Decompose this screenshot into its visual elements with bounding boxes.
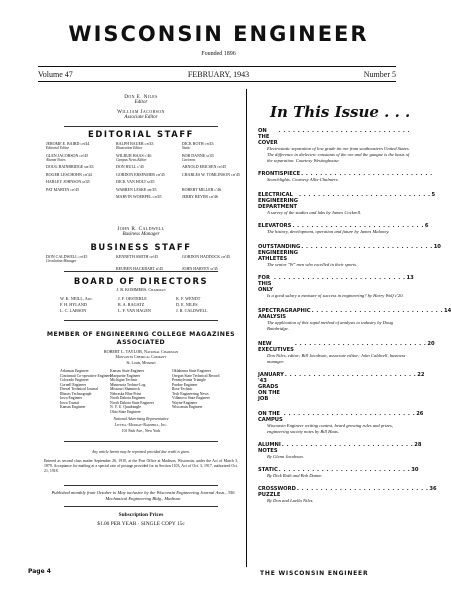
toc-leader-dots: . . . . . . . . . . . . . . . . . . . . . . . . . . . . (301, 244, 433, 250)
member-chairman: ROBERT L. TAYLOR, National Chairman (103, 349, 179, 354)
staff-member (182, 254, 246, 263)
board-member: R. A. RAGATZ (118, 302, 145, 307)
board-members (60, 296, 230, 313)
staff-member (116, 187, 182, 192)
editorial-staff-list (46, 141, 246, 199)
associate-editor-name: William Jacobson (117, 109, 165, 115)
toc-entry-page: 14 (444, 308, 451, 314)
staff-member (116, 179, 182, 184)
toc-entry-page: 20 (427, 341, 435, 347)
toc-heading: In This Issue . . . (270, 103, 411, 121)
staff-member (46, 179, 116, 184)
toc-entry-page: 6 (424, 223, 429, 229)
rep-title: National Advertising Representative (113, 417, 169, 421)
member-magazine: Drexel Technical Journal (60, 387, 99, 391)
subscription-line: $1.00 PER YEAR · SINGLE COPY 15c (97, 521, 185, 527)
board-chairman: J. B. KOMMERS, Chairman (116, 287, 166, 292)
member-magazine: Iowa Engineer (60, 396, 83, 400)
staff-name: DOUG BAINBRIDGE me'43 (46, 164, 94, 169)
toc-entry-title: SPECTRAGRAPHIC ANALYSIS (258, 308, 311, 320)
toc-entry-description: By Dick Roth and Bob Danne. (267, 473, 323, 478)
toc-leader-dots: . . . . . . . . . . . . . . . . . . . . . . . . . . . . (283, 411, 416, 417)
member-magazine: Ohio State Engineer (110, 409, 141, 414)
member-magazine: Michigan Technic (110, 378, 138, 382)
toc-entry-page: 36 (429, 486, 437, 492)
staff-role: Cartoons (182, 157, 196, 162)
staff-member (116, 254, 182, 263)
member-magazine: Villanova State Engineer (172, 396, 210, 400)
staff-name: JERRY BEYER ch'46 (182, 194, 218, 199)
staff-name: WILBUR HAAS c'46 (116, 152, 152, 158)
member-org-title: MEMBER OF ENGINEERING COLLEGE MAGAZINES (46, 331, 236, 338)
toc-entry-title: CROSSWORD PUZZLE (258, 486, 296, 498)
staff-name: BOB DANNE m'43 (182, 152, 214, 158)
board-member: D. E. NILES (176, 302, 198, 307)
rep-name: Littell-Murray-Barnhill, Inc. (114, 423, 168, 427)
toc-entry-page: 26 (416, 411, 424, 417)
toc-entry-description: By Glenn Jacobson. (267, 454, 304, 459)
business-staff-list (46, 254, 246, 271)
editorial-staff-heading: EDITORIAL STAFF (88, 129, 194, 139)
toc-entry-description: Wisconsin Engineer writing contest, beard growing rules and prizes, engineering society notes by Bill Haas. (267, 423, 393, 434)
toc-leader-dots: . . . . . . . . . . . . . . . . . . . . . . . . . . . . (274, 275, 406, 281)
toc-entry-title: ON THE COVER (258, 128, 278, 146)
staff-name: DON HULL c'45 (116, 164, 144, 169)
staff-name: GLEN JACOBSON ch'45 (46, 152, 89, 158)
toc-leader-dots: . . . . . . . . . . . . . . . . . . . . . . . . . . . . (278, 128, 411, 134)
staff-name: GORDON ERSPAMER ch'45 (116, 171, 165, 177)
member-rule (64, 320, 218, 321)
toc-entry[interactable] (258, 372, 425, 402)
staff-role: Editorial Editor (46, 146, 70, 150)
toc-entry-title: ELEVATORS (258, 223, 292, 229)
business-manager-name: John R. Caldwell (117, 226, 165, 232)
member-magazine: Wayne Engineer (172, 400, 198, 405)
toc-entry[interactable] (258, 128, 410, 164)
staff-role: Circulation Manager (46, 259, 77, 263)
editor-block (42, 94, 240, 105)
masthead-rule-bottom (38, 81, 396, 82)
toc-entry[interactable] (258, 223, 429, 235)
member-magazine: Cincinnati Co-operative Engineer (60, 373, 112, 378)
staff-member (116, 141, 182, 150)
toc-entry[interactable] (258, 341, 435, 365)
staff-name: JEROME E. BAIRD ch'44 (46, 141, 90, 146)
entry-notice: Entered as second class matter September 26, 1910, at the Post Office at Madison, Wisconsin, under the Act of March 3, 1879. Acceptance for mailing at a special rate of postage provided for in Section 1103, Act of Oct. 3, 1917, authorized Oct. 21, 1918. (44, 459, 238, 473)
staff-member (182, 187, 246, 192)
member-magazine: Tech Engineering News (172, 391, 209, 396)
staff-name: ROBERT MILLER c'46 (182, 186, 222, 192)
reprint-notice: Any article herein may be reprinted provided due credit is given. (91, 450, 191, 454)
toc-entry-title: FOR THIS ONLY (258, 275, 274, 293)
notice-rule (64, 441, 218, 442)
toc-entry-title: OUTSTANDING ENGINEERING ATHLETES (258, 244, 301, 262)
member-magazine: Cornell Engineer (60, 382, 87, 387)
member-chairman-company: Monsanto Chemical Company (115, 355, 167, 359)
staff-member (116, 172, 182, 177)
member-chairman-city: St. Louis, Missouri (126, 361, 156, 365)
staff-name: JOHN HARVEY m'45 (182, 265, 218, 271)
staff-member (46, 141, 116, 150)
staff-member (116, 266, 182, 271)
staff-member (182, 179, 246, 184)
member-magazine: North Dakota Engineer (110, 396, 146, 400)
toc-entry-title: JANUARY '43 GRADS ON THE JOB (258, 372, 284, 402)
masthead-rule-top (38, 66, 396, 67)
staff-role: Campus News Editor (116, 157, 147, 162)
board-member: W. K. NEILL, Adv. (60, 296, 94, 301)
staff-name: DON CALDWELL ch'45 (46, 254, 88, 259)
toc-entry[interactable] (258, 171, 433, 183)
toc-entry[interactable] (258, 411, 424, 435)
staff-member (182, 266, 246, 271)
member-magazine: Kansas Engineer (60, 405, 86, 409)
published-notice: Published monthly from October to May inclusive by the Wisconsin Engineering Journal Assn., 356 Mechanical Engineering Bldg., Madison (51, 490, 235, 501)
column-divider (246, 89, 247, 567)
member-magazine: Minnesota Techno-Log (110, 382, 146, 387)
member-magazine: Oregon State Technical Record (172, 373, 220, 378)
board-member: F. H. HYLAND (60, 302, 87, 307)
editorial-rule (64, 126, 218, 127)
toc-entry-description: The history, development, operation and future by James Maloney. (267, 229, 390, 234)
toc-entry-page: 22 (417, 372, 425, 378)
toc-leader-dots: . . . . . . . . . . . . . . . . . . . . . . . . . . . . (278, 467, 411, 473)
toc-entry-title: ELECTRICAL ENGINEERING DEPARTMENT (258, 192, 299, 210)
staff-member (46, 266, 116, 271)
toc-entry-description: Electrostatic separation of low grade tin ore from southeastern United States. The difference in dielectric constants of the ore and the gangue is the basis of the separation. Courtesy Westinghouse. (267, 146, 410, 163)
staff-name: ARNOLD ERICSEN ch'45 (182, 164, 227, 169)
toc-entry-description: The application of this rapid method of analysis to industry by Doug Bainbridge. (267, 320, 393, 331)
toc-entry-description: Searchlights. Courtesy Allis-Chalmers. (267, 177, 339, 182)
member-magazine: Wisconsin Engineer (172, 405, 203, 409)
table-of-contents (258, 128, 451, 504)
toc-entry-title: STATIC (258, 467, 278, 473)
toc-entry-description: A survey of the studies and labs by James Cockrell. (267, 210, 362, 215)
associate-editor-block (42, 109, 240, 120)
staff-member (182, 172, 246, 177)
toc-entry-page: 13 (406, 275, 414, 281)
toc-entry[interactable] (258, 275, 414, 299)
business-manager-role: Business Manager (122, 232, 160, 237)
staff-name: HARLEY JOHNSON m'45 (46, 179, 90, 184)
staff-member (46, 254, 116, 263)
staff-member (182, 164, 246, 169)
member-magazine: Nebraska Blue Print (110, 391, 141, 396)
issue-date: FEBRUARY, 1943 (187, 70, 250, 79)
founded-line: Founded 1896 (201, 51, 236, 57)
member-magazine (60, 410, 110, 414)
member-magazine: Illinois Technograph (60, 391, 92, 396)
board-heading: BOARD OF DIRECTORS (73, 276, 209, 286)
member-magazine: Missouri Shamrock (110, 387, 140, 391)
member-magazine: Purdue Engineer (172, 382, 198, 387)
page-number: Page 4 (28, 568, 51, 575)
staff-role: Alumni Notes (46, 157, 66, 162)
staff-name: GORDON HADDOCK ch'45 (182, 254, 230, 259)
toc-leader-dots: . . . . . . . . . . . . . . . . . . . . . . . . . . . . (281, 442, 414, 448)
staff-name: ROGER LESCHOHN ch'44 (46, 171, 92, 177)
toc-entry-title: FRONTISPIECE (258, 171, 301, 177)
staff-member (116, 194, 182, 199)
toc-entry-page: 5 (431, 192, 436, 198)
staff-member (46, 172, 116, 177)
toc-entry-description: Is a good salary a measure of success in engineering? by Harry Wolf c'20. (267, 293, 404, 298)
staff-name: KENNETH SMITH ch'45 (116, 254, 159, 259)
business-manager-block (42, 226, 240, 237)
toc-entry-page: 10 (433, 244, 441, 250)
toc-entry[interactable] (258, 308, 451, 332)
toc-leader-dots: . . . . . . . . . . . . . . . . . . . . . . . . . . . . (294, 341, 427, 347)
staff-member (46, 187, 116, 192)
member-magazine: Iowa Transit (60, 400, 80, 405)
toc-entry-description: The senior "W" men who excelled in their sports. (267, 262, 358, 267)
board-member: J. F. OESTERLE (118, 296, 147, 301)
volume-label: Volume 47 (38, 70, 73, 79)
member-magazine: Rose Technic (172, 387, 193, 391)
toc-entry-title: ALUMNI NOTES (258, 442, 281, 454)
staff-name: DICK VAN HOLT m'45 (116, 179, 155, 184)
member-magazine: Kansas State Engineer (110, 369, 145, 373)
toc-entry[interactable] (258, 192, 436, 216)
toc-entry-page: 30 (411, 467, 419, 473)
toc-entry-description: Don Niles, editor; Bill Jacobson, associate editor; John Caldwell, business manager. (267, 353, 406, 364)
staff-name: DICK ROTH ch'43 (182, 141, 214, 146)
published-rule-bottom (64, 506, 218, 507)
editor-name: Don E. Niles (124, 94, 158, 100)
staff-name: CHARLES W. TOMLINSON ch'45 (182, 171, 240, 177)
toc-leader-dots: . . . . . . . . . . . . . . . . . . . . . . . . . . . . (299, 192, 431, 198)
toc-leader-dots: . . . . . . . . . . . . . . . . . . . . . . . . . . . . (311, 308, 444, 314)
member-magazine: N. Y. U. Quadrangle (110, 405, 142, 409)
toc-entry-title: NEW EXECUTIVES (258, 341, 294, 353)
staff-member (46, 164, 116, 169)
footer-title: THE WISCONSIN ENGINEER (260, 570, 369, 577)
toc-entry[interactable] (258, 467, 419, 479)
staff-member (116, 153, 182, 162)
member-magazines (60, 369, 230, 414)
staff-member (46, 153, 116, 162)
associate-editor-role: Associate Editor (124, 115, 158, 120)
staff-role: Illustration Editor (116, 146, 143, 150)
staff-role: Static (182, 146, 191, 150)
board-member: J. R. CALDWELL (176, 308, 208, 313)
issue-number: Number 5 (363, 70, 396, 79)
member-magazine: North Dakota State Engineer (110, 400, 154, 405)
toc-entry-title: ON THE CAMPUS (258, 411, 283, 423)
toc-entry[interactable] (258, 486, 437, 504)
staff-name: WARREN LESKE me'45 (116, 186, 157, 192)
toc-entry-page: 28 (414, 442, 422, 448)
toc-entry[interactable] (258, 442, 422, 460)
toc-entry[interactable] (258, 244, 441, 268)
toc-leader-dots: . . . . . . . . . . . . . . . . . . . . . . . . . . . . (296, 486, 429, 492)
masthead-title: WISCONSIN ENGINEER (68, 22, 369, 46)
rep-address: 101 Park Ave., New York (121, 429, 161, 433)
board-rule (64, 271, 218, 272)
staff-member (182, 153, 246, 162)
toc-leader-dots: . . . . . . . . . . . . . . . . . . . . . . . . . . . . (301, 171, 433, 177)
staff-name: PAT MARTIN ch'45 (46, 186, 80, 192)
staff-member (182, 141, 246, 150)
member-magazine: Marquette Engineer (110, 373, 141, 378)
board-member: K. F. WENDT (176, 296, 201, 301)
member-magazine: Arkansas Engineer (60, 369, 89, 373)
business-staff-heading: BUSINESS STAFF (90, 242, 192, 252)
member-magazine: Pennsylvania Triangle (172, 378, 206, 382)
toc-leader-dots: . . . . . . . . . . . . . . . . . . . . . . . . . . . . (284, 372, 417, 378)
member-magazine: Oklahoma State Engineer (172, 369, 212, 373)
member-magazine (172, 410, 230, 414)
subscription-heading: Subscription Prices (118, 512, 164, 518)
toc-leader-dots: . . . . . . . . . . . . . . . . . . . . . . . . . . . . (292, 223, 424, 229)
staff-name: REUBEN HACKBART m'45 (116, 265, 164, 271)
staff-name: MARVIN WOERPEL ch'45 (116, 194, 162, 199)
staff-member (116, 164, 182, 169)
board-member: L. F. VAN HAGEN (118, 308, 151, 313)
staff-name: RALPH BAUER ch'43 (116, 141, 154, 146)
toc-entry-description: By Don and Luella Niles. (267, 498, 314, 503)
published-rule-top (64, 485, 218, 486)
member-org-title-2: ASSOCIATED (116, 339, 166, 346)
editor-role: Editor (134, 100, 148, 105)
board-member: L. C. LARSON (60, 308, 87, 313)
member-magazine: Colorado Engineer (60, 378, 89, 382)
staff-member (46, 194, 116, 199)
staff-member (182, 194, 246, 199)
